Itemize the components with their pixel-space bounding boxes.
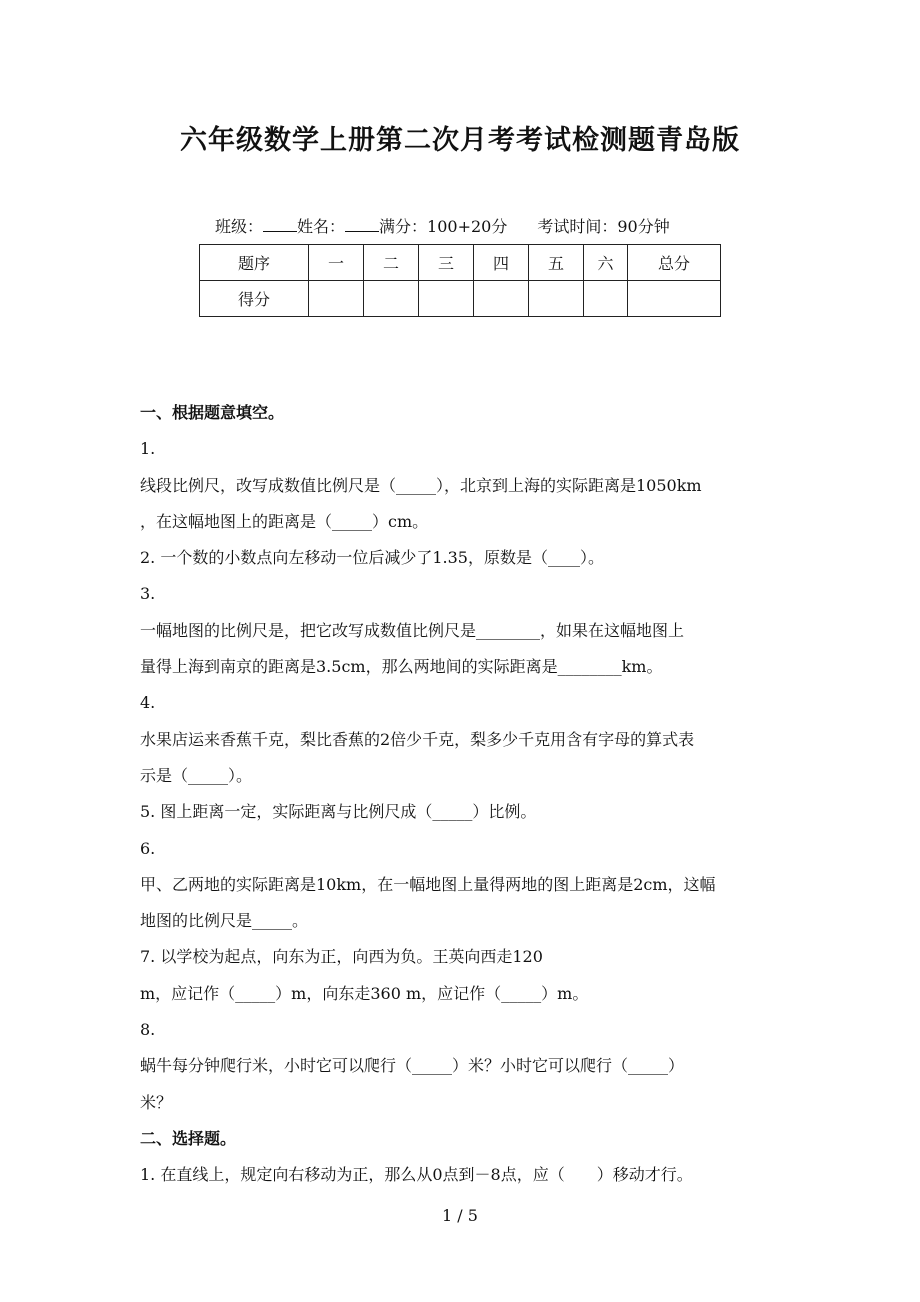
score-cell[interactable] [309, 281, 364, 317]
question-line: 量得上海到南京的距离是3.5cm，那么两地间的实际距离是________km。 [140, 657, 663, 677]
row-label-cell: 得分 [200, 281, 309, 317]
question-line: m，应记作（_____）m，向东走360 m，应记作（_____）m。 [140, 983, 589, 1003]
name-label: 姓名： [297, 217, 346, 236]
col-2-cell: 二 [364, 245, 419, 281]
score-table-score-row [200, 281, 721, 317]
question-line: 1. 在直线上，规定向右移动为正，那么从0点到－8点，应（ ）移动才行。 [140, 1165, 693, 1185]
question-line: 8. [140, 1020, 156, 1040]
question-line: 蜗牛每分钟爬行米，小时它可以爬行（_____）米？小时它可以爬行（_____） [140, 1056, 685, 1076]
score-cell[interactable] [364, 281, 419, 317]
question-line: 4. [140, 693, 156, 713]
document-title: 六年级数学上册第二次月考考试检测题青岛版 [180, 125, 740, 156]
section-heading: 二、选择题。 [140, 1128, 237, 1148]
exam-info [215, 214, 670, 237]
col-1-cell: 一 [309, 245, 364, 281]
question-line: ，在这幅地图上的距离是（_____）cm。 [140, 511, 429, 531]
section-heading: 一、根据题意填空。 [140, 403, 285, 422]
question-line: 7. 以学校为起点，向东为正，向西为负。王英向西走120 [140, 947, 543, 967]
header-label-cell: 题序 [200, 245, 309, 281]
question-line: 线段比例尺，改写成数值比例尺是（_____），北京到上海的实际距离是1050km [140, 475, 702, 495]
score-cell[interactable] [529, 281, 584, 317]
col-4-cell: 四 [474, 245, 529, 281]
class-blank [263, 217, 297, 232]
name-blank [345, 217, 379, 232]
question-line: 地图的比例尺是_____。 [140, 911, 309, 931]
col-total-cell: 总分 [628, 245, 721, 281]
question-line: 示是（_____）。 [140, 765, 253, 785]
question-line: 1. [140, 439, 156, 459]
question-content [140, 395, 780, 1194]
question-line: 3. [140, 584, 156, 604]
score-cell[interactable] [628, 281, 721, 317]
question-line: 2. 一个数的小数点向左移动一位后减少了1.35，原数是（____）。 [140, 548, 604, 568]
col-5-cell: 五 [529, 245, 584, 281]
score-table [199, 244, 721, 317]
question-line: 一幅地图的比例尺是，把它改写成数值比例尺是________，如果在这幅地图上 [140, 620, 685, 640]
class-label: 班级： [215, 217, 264, 236]
col-3-cell: 三 [419, 245, 474, 281]
score-cell[interactable] [474, 281, 529, 317]
col-6-cell: 六 [584, 245, 628, 281]
score-cell[interactable] [584, 281, 628, 317]
question-line: 水果店运来香蕉千克，梨比香蕉的2倍少千克，梨多少千克用含有字母的算式表 [140, 729, 695, 749]
question-line: 米？ [140, 1092, 173, 1112]
question-line: 5. 图上距离一定，实际距离与比例尺成（_____）比例。 [140, 802, 537, 822]
question-line: 甲、乙两地的实际距离是10km，在一幅地图上量得两地的图上距离是2cm，这幅 [140, 874, 716, 894]
full-score: 满分：100+20分 [379, 217, 508, 236]
page-number: 1 / 5 [442, 1206, 478, 1225]
exam-time: 考试时间：90分钟 [537, 217, 670, 236]
score-cell[interactable] [419, 281, 474, 317]
question-line: 6. [140, 838, 156, 858]
score-table-header-row [200, 245, 721, 281]
